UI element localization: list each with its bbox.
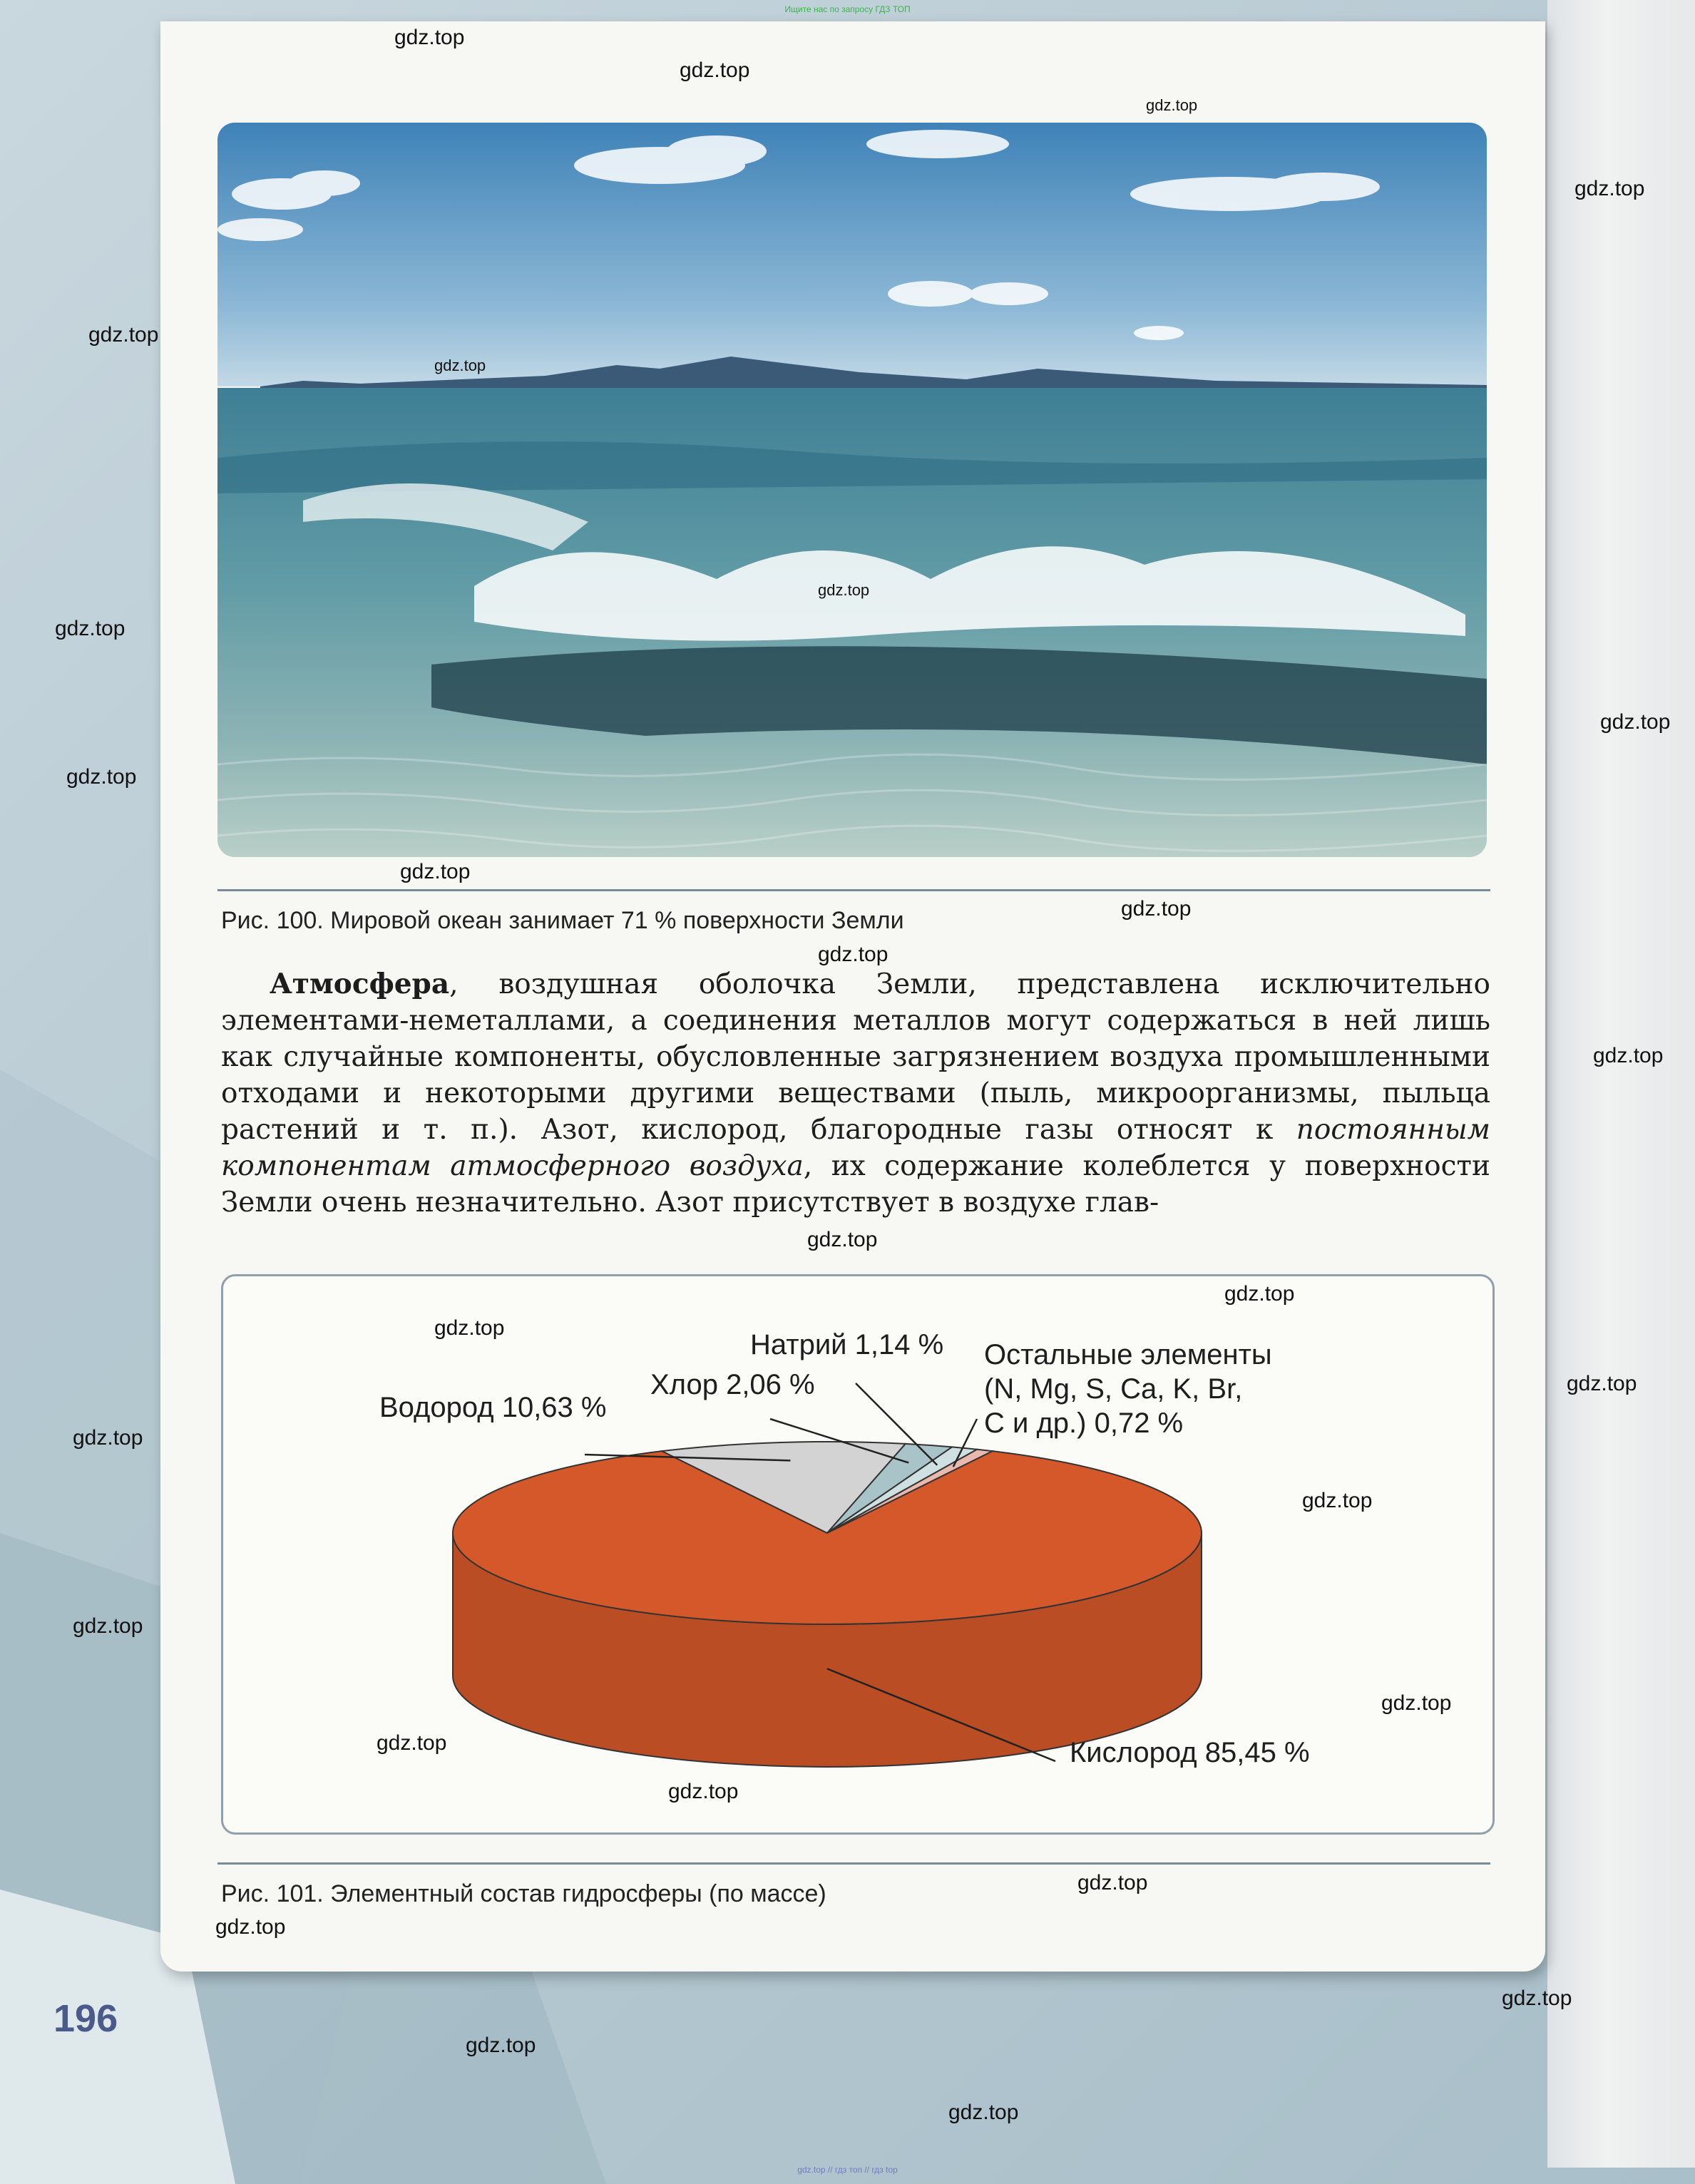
watermark: gdz.top [377,1731,447,1755]
watermark: gdz.top [948,2101,1019,2124]
watermark: gdz.top [73,1614,143,1638]
figure-100-caption: Рис. 100. Мировой океан занимает 71 % поверхности Земли [221,907,904,934]
watermark: gdz.top [1077,1871,1148,1895]
figure-101-rule [217,1862,1490,1865]
watermark: gdz.top [818,943,889,966]
watermark: gdz.top [73,1426,143,1450]
watermark: gdz.top [1593,1044,1664,1067]
watermark: gdz.top [400,860,471,883]
watermark: gdz.top [66,765,137,789]
top-note: Ищите нас по запросу ГДЗ ТОП [784,4,911,14]
label-sodium: Натрий 1,14 % [750,1329,944,1360]
watermark: gdz.top [818,581,870,599]
label-other-line-2: (N, Mg, S, Ca, K, Br, [984,1373,1243,1405]
watermark: gdz.top [1121,897,1192,921]
watermark: gdz.top [466,2034,536,2057]
paragraph-text-1: , воздушная оболочка Земли, представлена исключительно элементами-неметаллами, а соединения металлов могут содержаться в ней лишь как случайные компоненты, обусловленные загрязнением воздуха промышленными отходами и некоторыми другими веществами (пыль, микроорганизмы, пыльца растений и т. п.). Азот, кислород, благородные газы относят к [221,968,1490,1146]
watermark: gdz.top [55,617,126,640]
watermark: gdz.top [807,1228,878,1251]
label-other-line-1: Остальные элементы [984,1339,1272,1370]
label-chlorine: Хлор 2,06 % [650,1369,815,1400]
watermark: gdz.top [434,357,486,374]
watermark: gdz.top [215,1915,286,1939]
watermark: gdz.top [1502,1986,1572,2010]
term-atmosphere: Атмосфера [270,968,450,1000]
watermark: gdz.top [668,1780,739,1803]
watermark: gdz.top [680,58,750,82]
label-oxygen: Кислород 85,45 % [1070,1737,1310,1768]
watermark: gdz.top [1224,1282,1295,1306]
figure-101-caption: Рис. 101. Элементный состав гидросферы (по массе) [221,1880,826,1907]
label-other-line-3: C и др.) 0,72 % [984,1408,1184,1439]
paragraph-italic: постоянным компонентам атмосферного воздуха [221,1114,1490,1182]
watermark: gdz.top [88,323,159,347]
watermark: gdz.top [1574,177,1645,200]
label-hydrogen: Водород 10,63 % [379,1392,607,1423]
watermark: gdz.top [1381,1691,1452,1715]
watermark: gdz.top [1302,1489,1373,1512]
watermark: gdz.top [434,1316,505,1340]
bottom-note: gdz.top // гдз топ // гдз top [797,2165,898,2175]
watermark: gdz.top [1567,1372,1637,1395]
watermark: gdz.top [1600,710,1671,734]
watermark: gdz.top [1146,96,1198,114]
watermark: gdz.top [394,26,465,49]
paragraph-text-2: , их содержание колеблется у поверхности Земли очень незначительно. Азот присутствует в воздухе глав- [221,1150,1490,1219]
page-number: 196 [53,1997,118,2040]
